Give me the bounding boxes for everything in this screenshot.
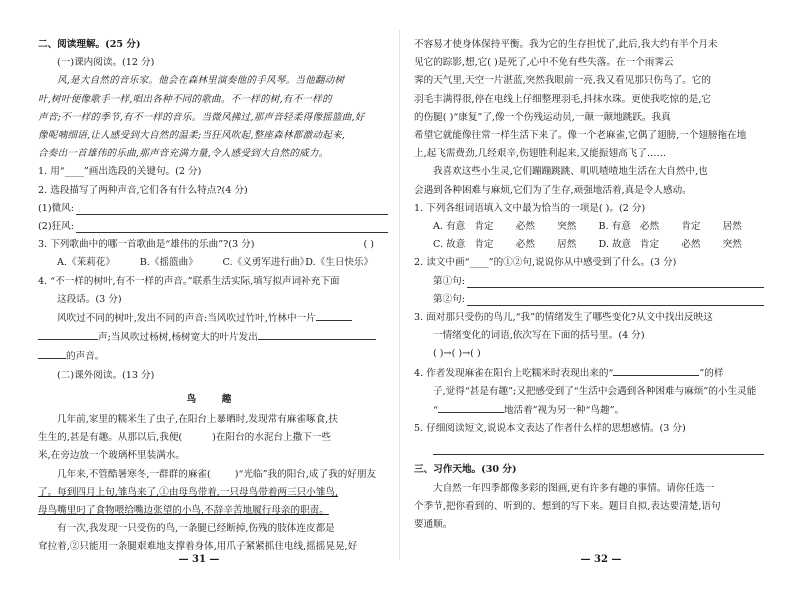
blank-bamboo[interactable] <box>316 309 352 321</box>
r-q4-blank2[interactable] <box>438 401 504 413</box>
opt: 居然 <box>722 221 742 233</box>
story-p2-l1b: ( <box>207 468 211 480</box>
passage-line: 像呢喃细语,让人感受到大自然的温柔;当狂风吹起,整座森林都激动起来, <box>38 130 345 142</box>
page-number-31: — 31 — <box>178 553 220 565</box>
r-question-5: 5. 仔细阅读短文,说说本文表达了作者什么样的思想感情。(3 分) <box>414 423 686 435</box>
question-4-text3: 风吹过不同的树叶,发出不同的声音:当风吹过竹叶,竹林中一片 <box>57 313 316 325</box>
answer-2b-label: (2)狂风: <box>38 221 75 233</box>
option-c: C.《义勇军进行曲》 <box>222 257 310 269</box>
r-answer-2b-label: 第②句: <box>433 293 466 305</box>
section-3-title: 三、习作天地。(30 分) <box>414 464 517 476</box>
opt: 肯定 <box>474 221 494 233</box>
r-q4-text1b: ”的样 <box>699 367 724 379</box>
story-cont-1: 不容易才使身体保持平衡。我为它的生存担忧了,此后,我大约有半个月未 <box>414 39 718 50</box>
section-2-title: 二、阅读理解。(25 分) <box>38 39 141 50</box>
opt: 必然 <box>515 239 535 251</box>
r-answer-2b-blank[interactable] <box>467 293 764 306</box>
passage-wind-cont <box>38 91 388 164</box>
story-p2-l1c: )“光临”我的阳台,成了我的好朋友 <box>234 468 377 480</box>
r-question-4-l1 <box>414 364 764 383</box>
opt: 必然 <box>681 239 701 251</box>
answer-2b-row <box>38 218 388 236</box>
opt: 肯定 <box>681 221 701 233</box>
question-2: 2. 选段描写了两种声音,它们各有什么特点?(4 分) <box>38 184 248 196</box>
story-p2-l2: 了。每到四月上旬,雏鸟来了,①由母鸟带着,一只母鸟带着两三只小雏鸟, <box>38 486 339 498</box>
r-answer-2b-row <box>414 291 764 309</box>
r-q4-text1: 4. 作者发现麻雀在阳台上吃糯米时表现出来的“ <box>414 367 614 379</box>
r-q4-blank1[interactable] <box>613 364 699 376</box>
passage-wind <box>38 72 388 90</box>
r-question-3-l1: 3. 面对那只受伤的鸟儿,“我”的情绪发生了哪些变化?从文中找出反映这 <box>414 312 713 324</box>
page-number-32: — 32 — <box>580 553 622 565</box>
question-4-line5 <box>38 347 388 366</box>
answer-2a-row <box>38 200 388 218</box>
story-p2-l1a: 几年来,不管酷暑寒冬,一群群的麻雀 <box>57 468 208 480</box>
story-cont-3: 霁的天气里,天空一片湛蓝,突然我眼前一亮,我又看见那只伤鸟了。它的 <box>414 75 711 87</box>
question-4-line4 <box>38 328 388 347</box>
opt: 必然 <box>515 221 535 233</box>
answer-2b-blank[interactable] <box>76 220 388 233</box>
r-question-1-row1 <box>414 218 764 236</box>
part-1-title: (一)课内阅读。(12 分) <box>57 57 155 69</box>
question-1: 1. 用“____”画出选段的关键句。(2 分) <box>38 166 202 178</box>
r-question-3-chain[interactable]: ( )→( )→( ) <box>433 348 481 360</box>
question-4-text5: 的声音。 <box>66 351 105 363</box>
question-3 <box>38 236 388 254</box>
opt: B. 有意 <box>598 221 631 233</box>
story-p1-l2 <box>38 429 388 447</box>
r-question-4-l2: 子,觉得“甚是有趣”;又把感受到了“生活中会遇到各种困难与麻烦”的小生灵能 <box>433 385 757 397</box>
writing-prompt-1: 大自然一年四季都像多彩的图画,更有许多有趣的事情。请你任选一 <box>433 482 715 494</box>
blank-poplar[interactable] <box>258 328 376 340</box>
opt: 突然 <box>722 239 742 251</box>
story-p3-l2: 耷拉着,②只能用一条腿艰难地支撑着身体,用爪子紧紧抓住电线,摇摇晃晃,好 <box>38 541 358 553</box>
story-p1-l2b: )在阳台的水泥台上撒下一些 <box>212 432 332 444</box>
r-question-2: 2. 读文中画“____”的①②句,说说你从中感受到了什么。(3 分) <box>414 257 677 269</box>
option-a: A.《茉莉花》 <box>57 257 115 269</box>
story-cont-8: 我喜欢这些小生灵,它们蹦蹦跳跳、叽叽喳喳地生活在大自然中,也 <box>433 166 708 178</box>
answer-2a-label: (1)微风: <box>38 202 75 214</box>
story-cont-9: 会遇到各种困难与麻烦,它们为了生存,顽强地活着,真是令人感动。 <box>414 184 692 196</box>
opt: 肯定 <box>474 239 494 251</box>
r-q4-text3a: “ <box>433 405 438 417</box>
opt: D. 故意 <box>598 239 632 251</box>
option-b: B.《摇篮曲》 <box>139 257 198 269</box>
story-cont-7: 上,起飞需费劲,几经艰辛,伤翅胜利起来,又能振翅高飞了…… <box>414 148 667 160</box>
story-p1-l2a: 生生的,甚是有趣。从那以后,我便( <box>38 432 183 444</box>
r-q4-text3b: 地活着”视为另一种“鸟趣”。 <box>503 405 625 417</box>
r-question-4-l3 <box>414 401 764 420</box>
passage-line: 风,是大自然的音乐家。他会在森林里演奏他的手风琴。当他翻动树 <box>57 75 345 87</box>
r-question-3-l2: 一情绪变化的词语,依次写在下面的括号里。(4 分) <box>433 330 645 342</box>
option-d: D.《生日快乐》 <box>305 257 374 269</box>
question-4-line1: 4. “不一样的树叶,有不一样的声音。”联系生活实际,填写拟声词补充下面 <box>38 275 340 287</box>
story-p3-l1: 有一次,我发现一只受伤的鸟,一条腿已经断掉,伤残的肢体连皮都是 <box>57 523 335 535</box>
r-answer-2a-row <box>414 273 764 291</box>
question-4-text4: 声;当风吹过杨树,杨树宽大的叶片发出 <box>98 332 258 344</box>
page-32 <box>402 0 800 601</box>
opt: C. 故意 <box>433 239 466 251</box>
question-4-line3 <box>38 309 388 328</box>
story-p2-l1 <box>38 466 388 484</box>
opt: 突然 <box>557 221 577 233</box>
story-p1-l3: 米,在旁边放一个玻璃杯里装满水。 <box>38 450 185 462</box>
story-p2-l3: 母鸟嘴里叼了食物喂给嘴边张望的小鸟,不辞辛苦地履行母亲的职责。 <box>38 505 329 517</box>
story-cont-4: 羽毛丰满得很,停在电线上仔细整理羽毛,抖抹水珠。更使我吃惊的是,它 <box>414 93 711 105</box>
answer-2a-blank[interactable] <box>76 202 388 215</box>
r-answer-5-blank[interactable] <box>433 440 764 455</box>
question-4-line2: 这段话。(3 分) <box>57 293 122 305</box>
story-cont-5: 的伤腿( )“康复”了,像一个伤残运动员,一颠一颠地跳跃。我真 <box>414 111 671 123</box>
story-title: 鸟 趣 <box>186 393 240 405</box>
r-question-1: 1. 下列各组词语填入文中最为恰当的一项是( )。(2 分) <box>414 202 646 214</box>
question-3-text: 3. 下列歌曲中的哪一首歌曲是“雄伟的乐曲”?(3 分) <box>38 239 255 251</box>
page-31 <box>0 0 398 601</box>
blank-poplar-cont[interactable] <box>38 347 66 359</box>
gutter-divider <box>399 30 400 560</box>
blank-bamboo-cont[interactable] <box>38 328 98 340</box>
story-cont-2: 见它的踪影,想,它( )是死了,心中不免有些失落。在一个雨霁云 <box>414 57 674 69</box>
passage-line: 声音;不一样的季节,有不一样的音乐。当微风拂过,那声音轻柔得像摇篮曲,好 <box>38 111 365 123</box>
r-answer-2a-blank[interactable] <box>467 275 764 288</box>
part-2-title: (二)课外阅读。(13 分) <box>57 369 155 381</box>
writing-prompt-3: 要通顺。 <box>414 519 453 531</box>
opt: 居然 <box>557 239 577 251</box>
question-3-options <box>38 254 388 272</box>
passage-line: 叶,树叶便像歌手一样,唱出各种不同的歌曲。不一样的树,有不一样的 <box>38 93 332 105</box>
opt: 必然 <box>639 221 660 233</box>
passage-line: 合奏出一首雄伟的乐曲,那声音充满力量,令人感受到大自然的威力。 <box>38 148 329 160</box>
story-cont-6: 希望它就能像往常一样生活下来了。像一个老麻雀,它偶了翅膀,一个翅膀拖在地 <box>414 130 747 142</box>
r-answer-2a-label: 第①句: <box>433 275 466 287</box>
question-3-answer-paren[interactable]: ( ) <box>363 239 374 251</box>
r-question-1-row2 <box>414 236 764 254</box>
opt: A. 有意 <box>433 221 466 233</box>
story-p1-l1: 几年前,家里的糯米生了虫子,在阳台上暴晒时,发现常有麻雀啄食,扶 <box>57 414 338 426</box>
opt: 肯定 <box>639 239 660 251</box>
writing-prompt-2: 个季节,把你看到的、听到的、想到的写下来。题目自拟,表达要清楚,语句 <box>414 500 721 512</box>
